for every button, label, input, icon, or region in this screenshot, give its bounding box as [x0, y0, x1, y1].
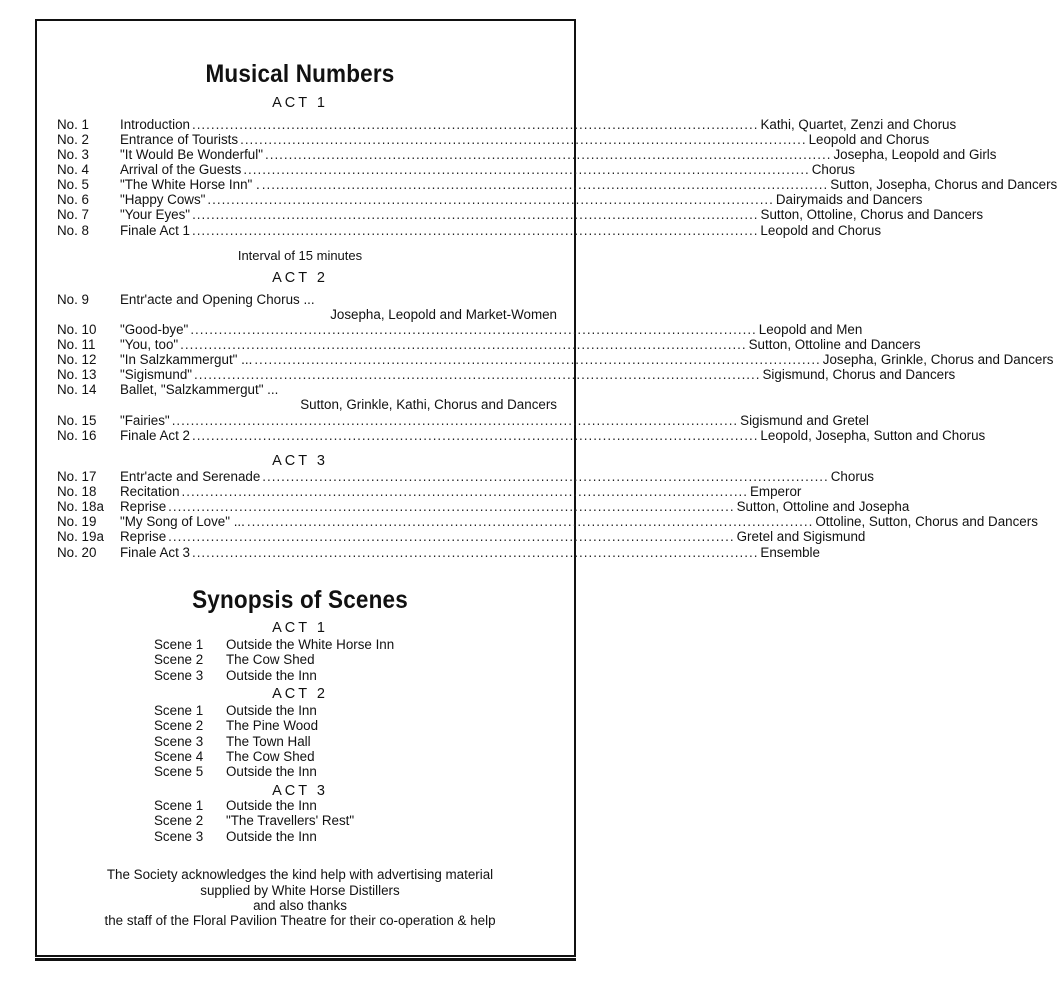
acknowledgement-line: and also thanks [253, 898, 347, 913]
number-performers: Sigismund and Gretel [740, 413, 869, 428]
number-performers: Chorus [830, 469, 874, 484]
number-label: No. 12 [57, 352, 97, 367]
leader-dots: ........................................................................................................................ [246, 514, 814, 529]
number-title: "In Salzkammergut" ... [120, 352, 253, 367]
scene-row [154, 829, 317, 844]
leader-dots: ........................................................................................................................ [191, 223, 759, 238]
number-row [57, 529, 866, 544]
number-performers: Josepha, Leopold and Girls [833, 147, 997, 162]
number-title: Entrance of Tourists [120, 132, 239, 147]
scene-row [154, 652, 315, 667]
scene-label: Scene 2 [154, 718, 204, 734]
number-label: No. 1 [57, 117, 90, 132]
number-performers: Leopold and Chorus [760, 223, 882, 238]
number-row [57, 367, 956, 382]
leader-dots: ........................................................................................................................ [265, 147, 832, 162]
leader-dots: ........................................................................................................................ [262, 469, 829, 484]
scene-label: Scene 1 [154, 637, 204, 652]
number-label: No. 7 [57, 207, 90, 222]
scene-place: The Town Hall [226, 733, 311, 749]
leader-dots: ........................................................................................................................ [191, 117, 759, 132]
scene-row [154, 668, 317, 683]
number-row [57, 223, 882, 238]
leader-dots: ........................................................................................................................ [181, 484, 748, 499]
scene-label: Scene 3 [154, 667, 204, 683]
scene-row [154, 718, 318, 733]
scene-row [154, 703, 317, 718]
number-row [57, 469, 874, 484]
act2-heading: ACT 2 [272, 270, 328, 286]
number-label: No. 5 [57, 177, 90, 192]
number-performers-continued: Josepha, Leopold and Market-Women [330, 307, 557, 322]
number-performers: Sutton, Ottoline, Chorus and Dancers [760, 207, 984, 222]
number-performers: Josepha, Grinkle, Chorus and Dancers [822, 352, 1054, 367]
leader-dots: ........................................................................................................................ [194, 367, 761, 382]
number-row [57, 352, 1054, 367]
number-label: No. 14 [57, 382, 97, 397]
number-row [57, 499, 910, 514]
number-row [57, 428, 986, 443]
number-performers: Emperor [750, 484, 802, 499]
scene-label: Scene 3 [154, 828, 204, 844]
number-title: "My Song of Love" ... [120, 514, 245, 529]
number-title: "Your Eyes" [120, 207, 191, 222]
number-performers: Sutton, Josepha, Chorus and Dancers [830, 177, 1057, 192]
number-title: Entr'acte and Opening Chorus ... [120, 292, 315, 307]
number-performers: Dairymaids and Dancers [775, 192, 923, 207]
number-title: "Fairies" [120, 413, 170, 428]
number-title: Ballet, "Salzkammergut" ... [120, 382, 279, 397]
number-row [57, 514, 1038, 529]
number-performers: Leopold, Josepha, Sutton and Chorus [760, 428, 986, 443]
leader-dots: ........................................................................................................................ [191, 545, 759, 560]
number-row [57, 382, 557, 397]
scene-place: "The Travellers' Rest" [226, 813, 355, 829]
number-row [57, 322, 863, 337]
number-row [57, 147, 997, 162]
number-label: No. 6 [57, 192, 90, 207]
scenes-act2-heading: ACT 2 [272, 686, 328, 702]
scenes-act3-heading: ACT 3 [272, 783, 328, 799]
number-performers: Leopold and Men [758, 322, 863, 337]
number-label: No. 19 [57, 514, 97, 529]
number-performers-continued: Sutton, Grinkle, Kathi, Chorus and Dancers [300, 397, 557, 412]
number-row [57, 132, 930, 147]
scene-row [154, 813, 354, 828]
number-performers: Sutton, Ottoline and Dancers [748, 337, 921, 352]
scene-label: Scene 1 [154, 703, 204, 718]
number-row [57, 207, 984, 222]
number-label: No. 9 [57, 292, 90, 307]
interval-note: Interval of 15 minutes [237, 248, 363, 263]
leader-dots: ........................................................................................................................ [168, 529, 735, 544]
leader-dots: ........................................................................................................................ [207, 192, 774, 207]
leader-dots: ........................................................................................................................ [254, 352, 821, 367]
scene-row [154, 734, 311, 749]
number-row [57, 117, 957, 132]
act3-heading: ACT 3 [272, 453, 328, 469]
musical-numbers-title: Musical Numbers [205, 60, 395, 88]
scene-label: Scene 3 [154, 733, 204, 749]
number-row [57, 337, 921, 352]
leader-dots: ........................................................................................................................ [243, 162, 810, 177]
number-row [57, 192, 923, 207]
scene-place: Outside the Inn [226, 703, 317, 718]
scene-place: The Pine Wood [226, 718, 319, 734]
number-row [57, 292, 557, 307]
leader-dots: ........................................................................................................................ [192, 207, 759, 222]
scene-place: Outside the Inn [226, 764, 317, 780]
number-row [57, 545, 820, 560]
number-label: No. 2 [57, 132, 90, 147]
number-performers: Kathi, Quartet, Zenzi and Chorus [760, 117, 957, 132]
number-title: Entr'acte and Serenade [120, 469, 261, 484]
bottom-rule [35, 958, 576, 961]
number-title: Finale Act 3 [120, 545, 190, 560]
acknowledgement-line: the staff of the Floral Pavilion Theatre for their co-operation & help [104, 913, 496, 928]
scene-place: The Cow Shed [226, 652, 315, 668]
number-label: No. 11 [57, 337, 96, 352]
leader-dots: ........................................................................................................................ [190, 322, 757, 337]
number-label: No. 8 [57, 223, 90, 238]
scene-label: Scene 4 [154, 748, 204, 764]
number-performers: Ensemble [760, 545, 820, 560]
number-row [57, 484, 802, 499]
number-label: No. 10 [57, 322, 97, 337]
number-title: Finale Act 2 [120, 428, 190, 443]
number-label: No. 18 [57, 484, 97, 499]
scene-label: Scene 5 [154, 764, 204, 780]
leader-dots: ........................................................................................................................ [240, 132, 807, 147]
leader-dots: ........................................................................................................................ [168, 499, 735, 514]
number-title: "Happy Cows" [120, 192, 206, 207]
number-row [57, 162, 855, 177]
scene-label: Scene 2 [154, 652, 204, 668]
number-title: "Good-bye" [120, 322, 189, 337]
leader-dots: ........................................................................................................................ [180, 337, 747, 352]
number-performers: Sigismund, Chorus and Dancers [762, 367, 956, 382]
number-performers: Leopold and Chorus [808, 132, 930, 147]
scene-place: Outside the Inn [226, 667, 317, 683]
scene-label: Scene 2 [154, 813, 204, 829]
scenes-act1-heading: ACT 1 [272, 620, 328, 636]
leader-dots: ........................................................................................................................ [171, 413, 739, 428]
number-title: Arrival of the Guests [120, 162, 242, 177]
number-label: No. 16 [57, 428, 97, 443]
number-title: "Sigismund" [120, 367, 193, 382]
number-title: Reprise [120, 499, 167, 514]
number-label: No. 18a [57, 499, 104, 514]
number-row [57, 413, 869, 428]
scene-row [154, 749, 315, 764]
acknowledgement-line: The Society acknowledges the kind help with advertising material [106, 867, 494, 882]
acknowledgement-line: supplied by White Horse Distillers [200, 883, 400, 898]
number-performers: Sutton, Ottoline and Josepha [736, 499, 910, 514]
scene-label: Scene 1 [154, 798, 204, 813]
number-label: No. 20 [57, 545, 97, 560]
number-title: Introduction [120, 117, 190, 132]
scene-row [154, 764, 317, 779]
leader-dots: ........................................................................................................................ [191, 428, 759, 443]
number-performers: Ottoline, Sutton, Chorus and Dancers [815, 514, 1038, 529]
number-title: "It Would Be Wonderful" [120, 147, 263, 162]
scene-row [154, 637, 394, 652]
number-title: Recitation [120, 484, 180, 499]
scene-row [154, 798, 317, 813]
scene-place: Outside the White Horse Inn [226, 637, 395, 652]
number-label: No. 3 [57, 147, 90, 162]
number-title: Finale Act 1 [120, 223, 190, 238]
number-label: No. 4 [57, 162, 90, 177]
scene-place: The Cow Shed [226, 748, 315, 764]
number-title: "The White Horse Inn" . [120, 177, 260, 192]
synopsis-title: Synopsis of Scenes [192, 586, 408, 614]
number-label: No. 17 [57, 469, 97, 484]
number-label: No. 19a [57, 529, 104, 544]
number-row [57, 177, 1057, 192]
number-title: Reprise [120, 529, 167, 544]
act1-heading: ACT 1 [272, 95, 328, 111]
number-label: No. 15 [57, 413, 97, 428]
number-performers: Gretel and Sigismund [736, 529, 866, 544]
scene-place: Outside the Inn [226, 828, 317, 844]
number-label: No. 13 [57, 367, 97, 382]
number-title: "You, too" [120, 337, 179, 352]
scene-place: Outside the Inn [226, 798, 317, 813]
leader-dots: ........................................................................................................................ [261, 177, 829, 192]
number-performers: Chorus [811, 162, 855, 177]
